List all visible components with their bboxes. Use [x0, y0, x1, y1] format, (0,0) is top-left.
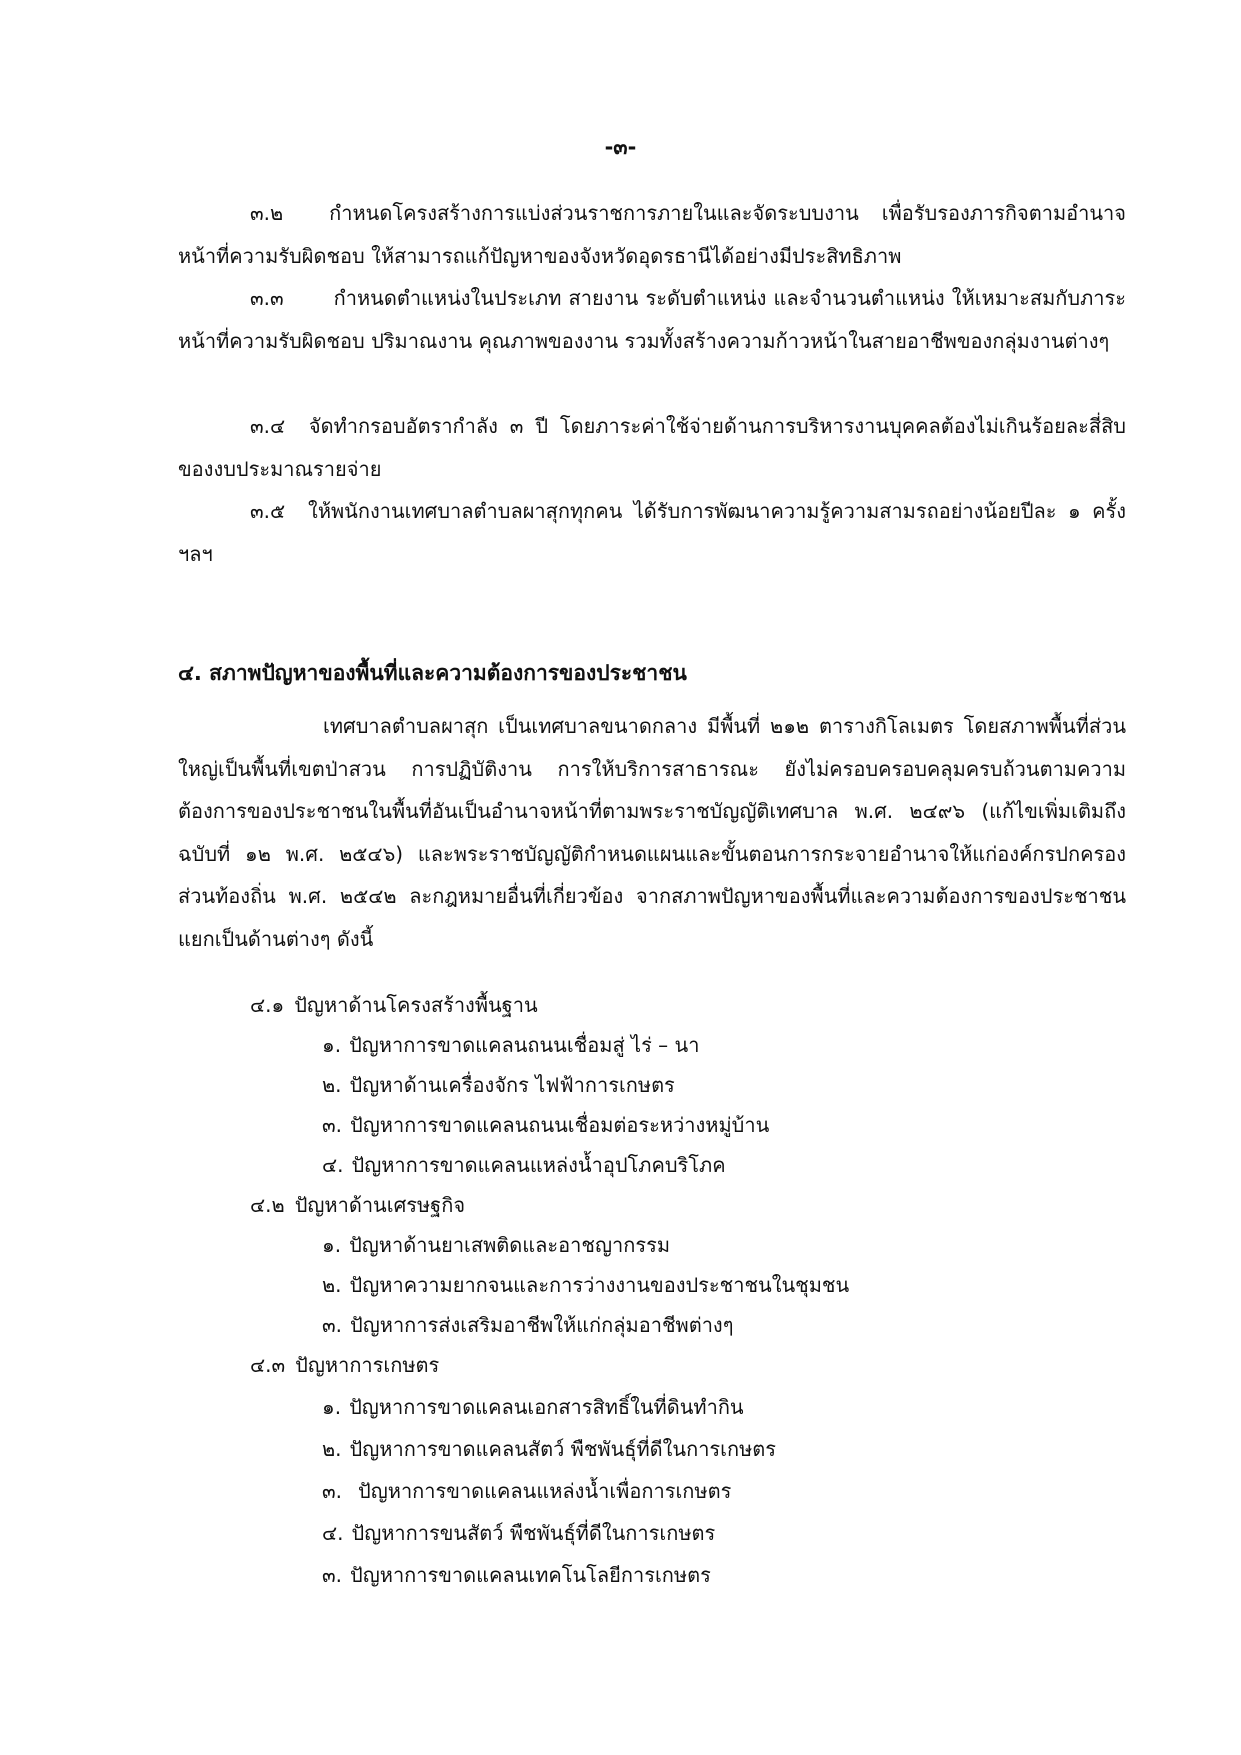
list-number: ๒.: [322, 1437, 342, 1461]
list-item: [322, 1105, 769, 1145]
list-number: ๓.: [322, 1313, 343, 1337]
list-text: ปัญหาการขาดแคลนถนนเชื่อมต่อระหว่างหมู่บ้าน: [350, 1113, 770, 1137]
item-number: ๓.๔: [250, 414, 286, 438]
item-text: กำหนดโครงสร้างการแบ่งส่วนราชการภายในและจัดระบบงาน เพื่อรับรองภารกิจตามอำนาจหน้าที่ความรับผิดชอบ ให้สามารถแก้ปัญหาของจังหวัดอุดรธานีได้อย่างมีประสิทธิภาพ: [178, 201, 1126, 268]
list-text: ปัญหาการส่งเสริมอาชีพให้แก่กลุ่มอาชีพต่างๆ: [350, 1313, 734, 1337]
list-item: [322, 1305, 733, 1345]
group-heading: [250, 985, 538, 1025]
list-item: [322, 1025, 699, 1065]
list-text: ปัญหาการขาดแคลนสัตว์ พืชพันธุ์ที่ดีในการเกษตร: [349, 1437, 777, 1461]
group-number: ๔.๓: [250, 1353, 286, 1377]
group-title: ปัญหาด้านโครงสร้างพื้นฐาน: [294, 993, 538, 1017]
list-text: ปัญหาการขาดแคลนเทคโนโลยีการเกษตร: [350, 1563, 711, 1587]
list-text: ปัญหาการขนสัตว์ พืชพันธุ์ที่ดีในการเกษตร: [351, 1521, 716, 1545]
list-text: ปัญหาด้านเครื่องจักร ไฟฟ้าการเกษตร: [349, 1073, 675, 1097]
group-number: ๔.๑: [250, 993, 285, 1017]
list-item: [322, 1471, 731, 1511]
item-number: ๓.๒: [250, 201, 284, 225]
page-number: -๓-: [604, 135, 637, 159]
list-number: ๓.: [322, 1113, 343, 1137]
group-title: ปัญหาการเกษตร: [295, 1353, 440, 1377]
list-item: [322, 1513, 715, 1553]
list-text: ปัญหาการขาดแคลนแหล่งน้ำเพื่อการเกษตร: [358, 1479, 732, 1503]
list-number: ๒.: [322, 1273, 342, 1297]
item-text: กำหนดตำแหน่งในประเภท สายงาน ระดับตำแหน่ง และจำนวนตำแหน่ง ให้เหมาะสมกับภาระหน้าที่ความรับผิดชอบ ปริมาณงาน คุณภาพของงาน รวมทั้งสร้างความก้าวหน้าในสายอาชีพของกลุ่มงานต่างๆ: [178, 286, 1126, 353]
list-item: [322, 1555, 711, 1595]
group-heading: [250, 1345, 439, 1385]
list-number: ๒.: [322, 1073, 342, 1097]
list-text: ปัญหาการขาดแคลนถนนเชื่อมสู่ ไร่ – นา: [349, 1033, 700, 1057]
list-text: ปัญหาการขาดแคลนเอกสารสิทธิ์ในที่ดินทำกิน: [349, 1395, 744, 1419]
paragraph-3-4: [178, 405, 1126, 490]
list-text: ปัญหาด้านยาเสพติดและอาชญากรรม: [349, 1233, 671, 1257]
list-number: ๓.: [322, 1563, 343, 1587]
list-item: [322, 1065, 675, 1105]
list-item: [322, 1225, 670, 1265]
paragraph-3-5: [178, 490, 1126, 575]
list-text: ปัญหาความยากจนและการว่างงานของประชาชนในชุมชน: [349, 1273, 850, 1297]
list-number: ๑.: [322, 1233, 342, 1257]
list-text: ปัญหาการขาดแคลนแหล่งน้ำอุปโภคบริโภค: [351, 1153, 726, 1177]
item-number: ๓.๕: [250, 499, 286, 523]
paragraph-3-2: [178, 192, 1126, 277]
list-item: [322, 1145, 726, 1185]
group-heading: [250, 1185, 465, 1225]
list-item: [322, 1387, 744, 1427]
list-item: [322, 1429, 776, 1469]
item-text: ให้พนักงานเทศบาลตำบลผาสุกทุกคน ได้รับการพัฒนาความรู้ความสามรถอย่างน้อยปีละ ๑ ครั้ง ฯลฯ: [178, 499, 1126, 566]
list-number: ๓.: [322, 1479, 343, 1503]
item-number: ๓.๓: [250, 286, 284, 310]
intro-paragraph: เทศบาลตำบลผาสุก เป็นเทศบาลขนาดกลาง มีพื้นที่ ๒๑๒ ตารางกิโลเมตร โดยสภาพพื้นที่ส่วนใหญ่เป็นพื้นที่เขตป่าสวน การปฏิบัติงาน การให้บริการสาธารณะ ยังไม่ครอบครอบคลุมครบถ้วนตามความต้องการของประชาชนในพื้นที่อันเป็นอำนาจหน้าที่ตามพระราชบัญญัติเทศบาล พ.ศ. ๒๔๙๖ (แก้ไขเพิ่มเติมถึงฉบับที่ ๑๒ พ.ศ. ๒๕๔๖) และพระราชบัญญัติกำหนดแผนและขั้นตอนการกระจายอำนาจให้แก่องค์กรปกครองส่วนท้องถิ่น พ.ศ. ๒๕๔๒ ละกฎหมายอื่นที่เกี่ยวข้อง จากสภาพปัญหาของพื้นที่และความต้องการของประชาชน แยกเป็นด้านต่างๆ ดังนี้: [178, 714, 1126, 951]
item-text: จัดทำกรอบอัตรากำลัง ๓ ปี โดยภาระค่าใช้จ่ายด้านการบริหารงานบุคคลต้องไม่เกินร้อยละสี่สิบของงบประมาณรายจ่าย: [178, 414, 1126, 481]
list-number: ๑.: [322, 1395, 342, 1419]
section-heading: ๔. สภาพปัญหาของพื้นที่และความต้องการของประชาชน: [178, 661, 687, 685]
list-item: [322, 1265, 849, 1305]
list-number: ๑.: [322, 1033, 342, 1057]
paragraph-3-3: [178, 277, 1126, 362]
list-number: ๔.: [322, 1153, 344, 1177]
group-number: ๔.๒: [250, 1193, 285, 1217]
list-number: ๔.: [322, 1521, 344, 1545]
group-title: ปัญหาด้านเศรษฐกิจ: [294, 1193, 466, 1217]
